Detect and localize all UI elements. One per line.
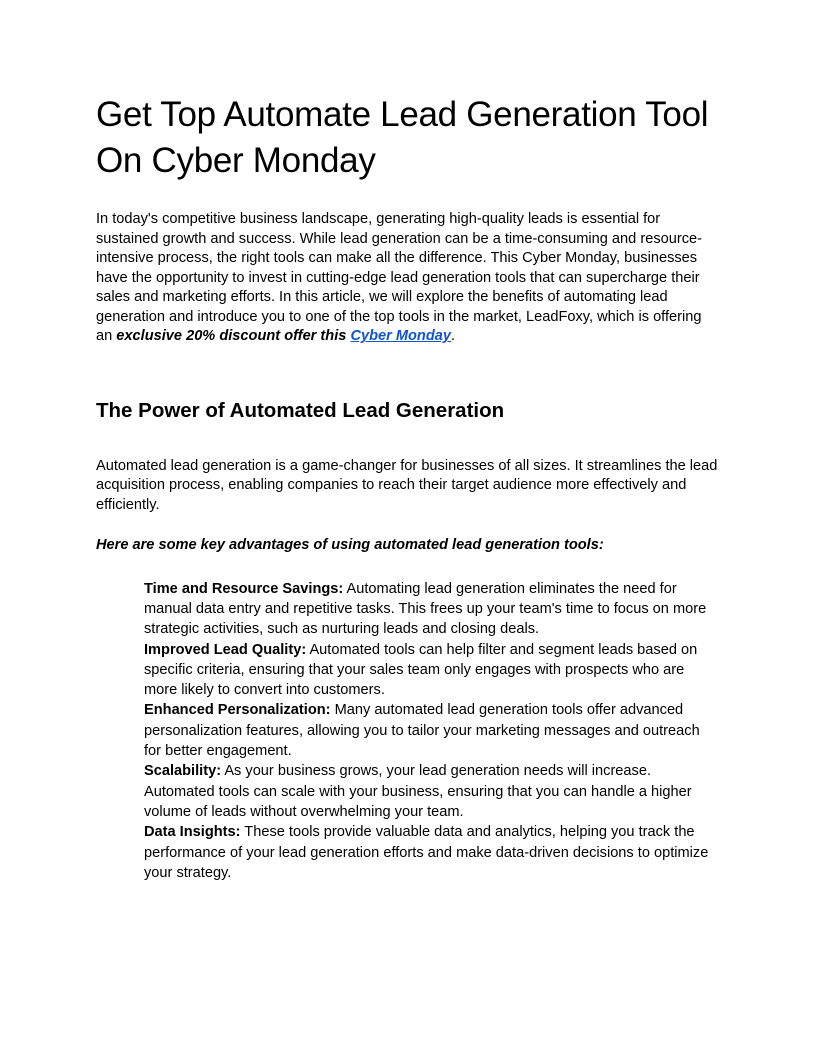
intro-end: . [451, 328, 456, 344]
list-item-term: Time and Resource Savings: [144, 580, 344, 597]
list-item-data-insights [144, 822, 720, 883]
list-item-lead-quality [144, 640, 720, 701]
list-item-term: Scalability: [144, 763, 222, 780]
list-item-text: Automated tools can help filter and segment leads based on specific criteria, ensuring that your sales team only engages with prospects who are more likely to convert into customers. [144, 641, 698, 699]
list-item-text: Many automated lead generation tools offer advanced personalization features, allowing you to tailor your marketing messages and outreach for better engagement. [144, 702, 700, 760]
cyber-monday-link[interactable]: Cyber Monday [350, 328, 451, 344]
list-item-time-savings [144, 579, 720, 640]
advantages-heading: Here are some key advantages of using automated lead generation tools: [96, 536, 604, 553]
section-paragraph: Automated lead generation is a game-changer for businesses of all sizes. It streamlines the lead acquisition process, enabling companies to reach their target audience more effectively and efficiently. [96, 457, 718, 514]
document-title: Get Top Automate Lead Generation Tool On Cyber Monday [96, 95, 709, 180]
list-item-term: Improved Lead Quality: [144, 641, 307, 658]
list-item-term: Data Insights: [144, 824, 241, 841]
intro-offer-text: exclusive 20% discount offer this [116, 328, 347, 344]
advantages-list [96, 579, 720, 883]
intro-paragraph [96, 210, 720, 347]
list-item-scalability [144, 761, 720, 822]
document-page [96, 92, 720, 883]
list-item-term: Enhanced Personalization: [144, 702, 331, 719]
list-item-text: As your business grows, your lead generation needs will increase. Automated tools can scale with your business, ensuring that you can handle a higher volume of leads without overwhelming your team. [144, 763, 692, 820]
list-item-text: Automating lead generation eliminates the need for manual data entry and repetitive tasks. This frees up your team's time to focus on more strategic activities, such as nurturing leads and closing deals. [144, 580, 707, 638]
list-item-personalization [144, 700, 720, 761]
section-heading: The Power of Automated Lead Generation [96, 398, 505, 422]
list-item-text: These tools provide valuable data and analytics, helping you track the performance of your lead generation efforts and make data-driven decisions to optimize your strategy. [144, 824, 709, 881]
intro-text: In today's competitive business landscape, generating high-quality leads is essential for sustained growth and success. While lead generation can be a time-consuming and resource-intensive process, the right tools can make all the difference. This Cyber Monday, businesses have the opportunity to invest in cutting-edge lead generation tools that can supercharge their sales and marketing efforts. In this article, we will explore the benefits of automating lead generation and introduce you to one of the top tools in the market, LeadFoxy, which is offering an [96, 211, 702, 344]
